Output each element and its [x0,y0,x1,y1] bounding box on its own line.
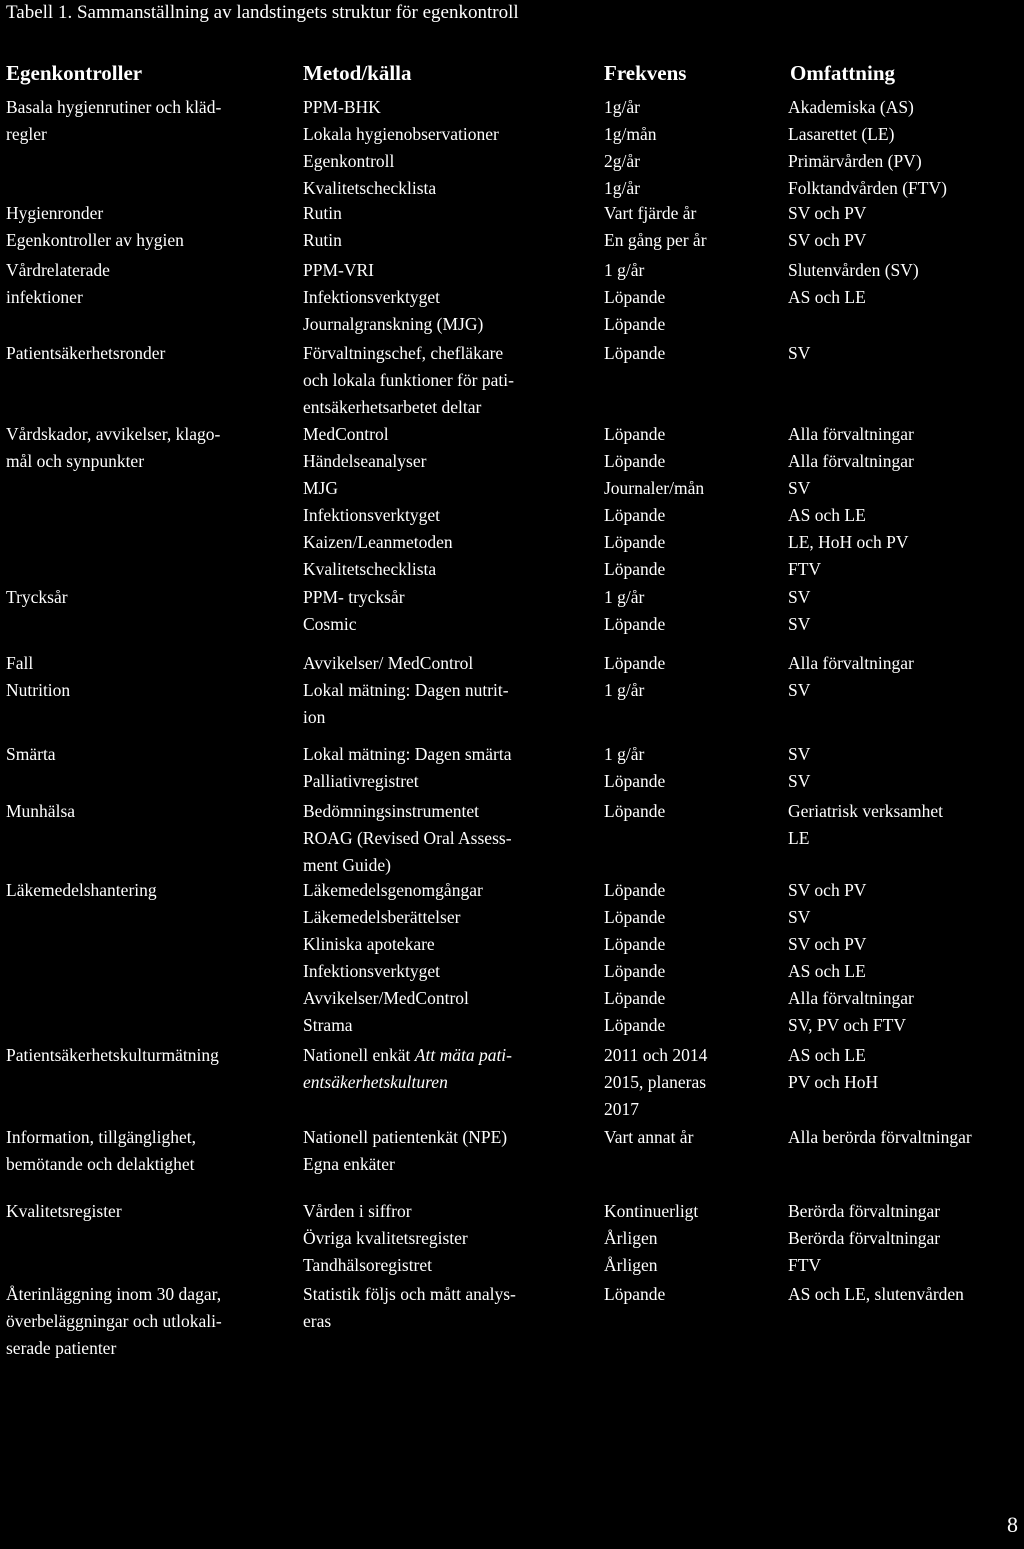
cell-line: AS och LE [788,1045,866,1065]
cell-line: Årligen [604,1228,658,1248]
cell-omfattning [788,584,810,638]
cell-line: Rutin [303,203,342,223]
cell-omfattning [788,1281,964,1308]
cell-line: SV, PV och FTV [788,1015,906,1035]
page-number: 8 [1007,1512,1018,1537]
cell-metod [303,798,512,879]
cell-frekvens [604,200,696,227]
cell-line: 1g/år [604,178,640,198]
cell-line: 2g/år [604,151,640,171]
cell-line: Bedömningsinstrumentet [303,801,479,821]
cell-line: ROAG (Revised Oral Assess- [303,828,512,848]
cell-line: Lokal mätning: Dagen smärta [303,744,512,764]
cell-line: entsäkerhetsarbetet deltar [303,397,482,417]
cell-line: Löpande [604,988,666,1008]
cell-line: Alla berörda förvaltningar [788,1127,972,1147]
cell-line: Geriatrisk verksamhet [788,801,944,821]
cell-egenkontroll [6,584,68,611]
cell-egenkontroll [6,200,103,227]
cell-frekvens [604,798,665,825]
cell-line: Lokala hygienobservationer [303,124,499,144]
cell-line: Vart annat år [604,1127,694,1147]
cell-line: Avvikelser/ MedControl [303,653,474,673]
cell-line: MJG [303,478,339,498]
cell-egenkontroll [6,677,70,704]
cell-line: FTV [788,1255,822,1275]
cell-egenkontroll [6,877,157,904]
cell-line: Läkemedelsberättelser [303,907,461,927]
cell-line: entsäkerhetskulturen [303,1072,448,1092]
cell-line: Lokal mätning: Dagen nutrit- [303,680,509,700]
cell-omfattning [788,650,914,677]
cell-line: Årligen [604,1255,658,1275]
cell-line: Kaizen/Leanmetoden [303,532,453,552]
cell-line: Läkemedelshantering [6,880,157,900]
cell-line: Löpande [604,653,666,673]
cell-line: AS och LE [788,505,866,525]
header-omfattning: Omfattning [790,61,895,85]
cell-line: PPM- trycksår [303,587,405,607]
cell-omfattning [788,877,914,1039]
cell-omfattning [788,340,810,367]
cell-line: Händelseanalyser [303,451,427,471]
cell-egenkontroll [6,1198,122,1225]
cell-metod [303,227,342,254]
cell-line: SV [788,614,811,634]
cell-line: Akademiska (AS) [788,97,914,117]
cell-line: Löpande [604,343,666,363]
cell-line: Löpande [604,801,666,821]
cell-line: Löpande [604,314,666,334]
cell-frekvens [604,227,707,254]
cell-line: AS och LE, slutenvården [788,1284,964,1304]
cell-line: Löpande [604,424,666,444]
cell-line: Löpande [604,559,666,579]
cell-frekvens [604,1281,665,1308]
cell-line: AS och LE [788,961,866,981]
cell-line: 1 g/år [604,744,645,764]
cell-metod [303,257,483,338]
cell-line: Strama [303,1015,353,1035]
cell-metod [303,1198,468,1279]
cell-egenkontroll [6,257,110,311]
header-frekvens: Frekvens [604,61,687,85]
cell-line: SV [788,907,811,927]
cell-metod [303,1124,507,1178]
cell-line: Återinläggning inom 30 dagar, [6,1284,222,1304]
cell-line: Löpande [604,451,666,471]
cell-line: Berörda förvaltningar [788,1228,941,1248]
cell-frekvens [604,1198,698,1279]
cell-omfattning [788,257,919,311]
cell-line: Alla förvaltningar [788,988,914,1008]
cell-omfattning [788,94,947,202]
cell-line: PV och HoH [788,1072,879,1092]
cell-frekvens [604,741,665,795]
cell-line: 1 g/år [604,587,645,607]
cell-omfattning [788,741,810,795]
cell-line: Folktandvården (FTV) [788,178,947,198]
cell-line: Rutin [303,230,342,250]
cell-line: MedControl [303,424,389,444]
cell-line: Löpande [604,1015,666,1035]
cell-line: FTV [788,559,822,579]
cell-line: Cosmic [303,614,357,634]
cell-line: SV [788,744,811,764]
cell-line: Patientsäkerhetsronder [6,343,166,363]
cell-omfattning [788,421,914,583]
cell-line: 2017 [604,1099,639,1119]
cell-metod [303,1042,512,1096]
cell-metod [303,584,405,638]
cell-line: Infektionsverktyget [303,505,441,525]
cell-line: Statistik följs och mått analys- [303,1284,516,1304]
cell-omfattning [788,1198,940,1279]
cell-omfattning [788,798,943,852]
cell-omfattning [788,677,810,704]
cell-line: Löpande [604,1284,666,1304]
cell-line: LE [788,828,810,848]
cell-line: Infektionsverktyget [303,287,441,307]
cell-omfattning [788,1042,878,1096]
cell-frekvens [604,1124,693,1151]
cell-line: AS och LE [788,287,866,307]
cell-line: Nutrition [6,680,71,700]
cell-frekvens [604,257,665,338]
cell-line: Tandhälsoregistret [303,1255,433,1275]
cell-line: Vården i siffror [303,1201,412,1221]
cell-line: Alla förvaltningar [788,451,914,471]
cell-egenkontroll [6,1124,196,1178]
cell-line: Infektionsverktyget [303,961,441,981]
cell-line: PPM-VRI [303,260,374,280]
cell-line: Egenkontroller av hygien [6,230,184,250]
cell-line: Vårdskador, avvikelser, klago- [6,424,221,444]
cell-frekvens [604,421,704,583]
cell-line: SV [788,343,811,363]
cell-line: SV och PV [788,230,867,250]
cell-line: Smärta [6,744,56,764]
cell-line: Löpande [604,532,666,552]
cell-line: Löpande [604,961,666,981]
cell-line: och lokala funktioner för pati- [303,370,514,390]
cell-line: infektioner [6,287,83,307]
cell-metod [303,94,499,202]
cell-metod [303,877,483,1039]
cell-line: Slutenvården (SV) [788,260,919,280]
cell-line: Löpande [604,934,666,954]
cell-line: Basala hygienrutiner och kläd- [6,97,222,117]
cell-line: Övriga kvalitetsregister [303,1228,468,1248]
cell-frekvens [604,650,665,677]
cell-line: Löpande [604,907,666,927]
cell-egenkontroll [6,1042,219,1069]
cell-line: SV och PV [788,880,867,900]
cell-line: Kliniska apotekare [303,934,435,954]
cell-line: Läkemedelsgenomgångar [303,880,483,900]
cell-line: 1 g/år [604,260,645,280]
cell-line: Hygienronder [6,203,104,223]
cell-line: 2015, planeras [604,1072,707,1092]
cell-line: Munhälsa [6,801,76,821]
cell-line: En gång per år [604,230,707,250]
cell-line: ment Guide) [303,855,391,875]
header-metod-kalla: Metod/källa [303,61,412,85]
cell-metod [303,650,473,677]
cell-omfattning [788,200,866,227]
cell-line: Alla förvaltningar [788,424,914,444]
cell-line: Förvaltningschef, chefläkare [303,343,504,363]
cell-egenkontroll [6,741,56,768]
cell-frekvens [604,1042,707,1123]
cell-egenkontroll [6,421,220,475]
cell-metod [303,200,342,227]
cell-line: Patientsäkerhetskulturmätning [6,1045,219,1065]
cell-line: serade patienter [6,1338,117,1358]
cell-line: Fall [6,653,34,673]
cell-line: 1g/mån [604,124,657,144]
cell-frekvens [604,584,665,638]
cell-metod [303,1281,516,1335]
cell-line: Egna enkäter [303,1154,395,1174]
cell-metod [303,741,511,795]
cell-line: Primärvården (PV) [788,151,922,171]
cell-metod [303,421,453,583]
cell-egenkontroll [6,94,221,148]
table-caption: Tabell 1. Sammanställning av landstingets struktur för egenkontroll [6,2,519,23]
cell-line: Löpande [604,880,666,900]
cell-frekvens [604,340,665,367]
cell-line: Palliativregistret [303,771,419,791]
cell-line: SV och PV [788,934,867,954]
cell-metod [303,677,509,731]
cell-line: Kontinuerligt [604,1201,699,1221]
cell-line: Nationell patientenkät (NPE) [303,1127,508,1147]
cell-line: Egenkontroll [303,151,395,171]
cell-line: Journaler/mån [604,478,705,498]
cell-line: SV [788,771,811,791]
cell-line: Löpande [604,505,666,525]
cell-line: Alla förvaltningar [788,653,914,673]
cell-frekvens [604,877,665,1039]
cell-egenkontroll [6,650,33,677]
cell-line: Information, tillgänglighet, [6,1127,197,1147]
cell-line: Löpande [604,287,666,307]
cell-line: Nationell enkät Att mäta pati- [303,1045,512,1065]
cell-line: SV [788,680,811,700]
cell-egenkontroll [6,340,165,367]
cell-line: 1g/år [604,97,640,117]
cell-line: Löpande [604,771,666,791]
cell-line: 2011 och 2014 [604,1045,708,1065]
cell-line: 1 g/år [604,680,645,700]
cell-line: Berörda förvaltningar [788,1201,941,1221]
cell-line: PPM-BHK [303,97,381,117]
cell-frekvens [604,94,657,202]
cell-line: Trycksår [6,587,68,607]
header-egenkontroller: Egenkontroller [6,61,143,85]
cell-egenkontroll [6,227,184,254]
cell-line: Kvalitetschecklista [303,559,437,579]
cell-frekvens [604,677,644,704]
cell-line: SV [788,587,811,607]
cell-line: bemötande och delaktighet [6,1154,195,1174]
cell-line: eras [303,1311,332,1331]
cell-line: regler [6,124,47,144]
cell-line: Vårdrelaterade [6,260,110,280]
cell-line: LE, HoH och PV [788,532,909,552]
cell-line: Avvikelser/MedControl [303,988,469,1008]
cell-line: Löpande [604,614,666,634]
cell-line: Vart fjärde år [604,203,697,223]
cell-line: mål och synpunkter [6,451,145,471]
cell-line: Kvalitetschecklista [303,178,437,198]
cell-egenkontroll [6,798,75,825]
cell-omfattning [788,1124,972,1151]
cell-omfattning [788,227,866,254]
cell-line: överbeläggningar och utlokali- [6,1311,222,1331]
cell-egenkontroll [6,1281,222,1362]
cell-line: Lasarettet (LE) [788,124,895,144]
cell-line: Kvalitetsregister [6,1201,122,1221]
cell-line: Journalgranskning (MJG) [303,314,484,334]
cell-metod [303,340,514,421]
cell-line: SV och PV [788,203,867,223]
cell-line: ion [303,707,326,727]
cell-line: SV [788,478,811,498]
